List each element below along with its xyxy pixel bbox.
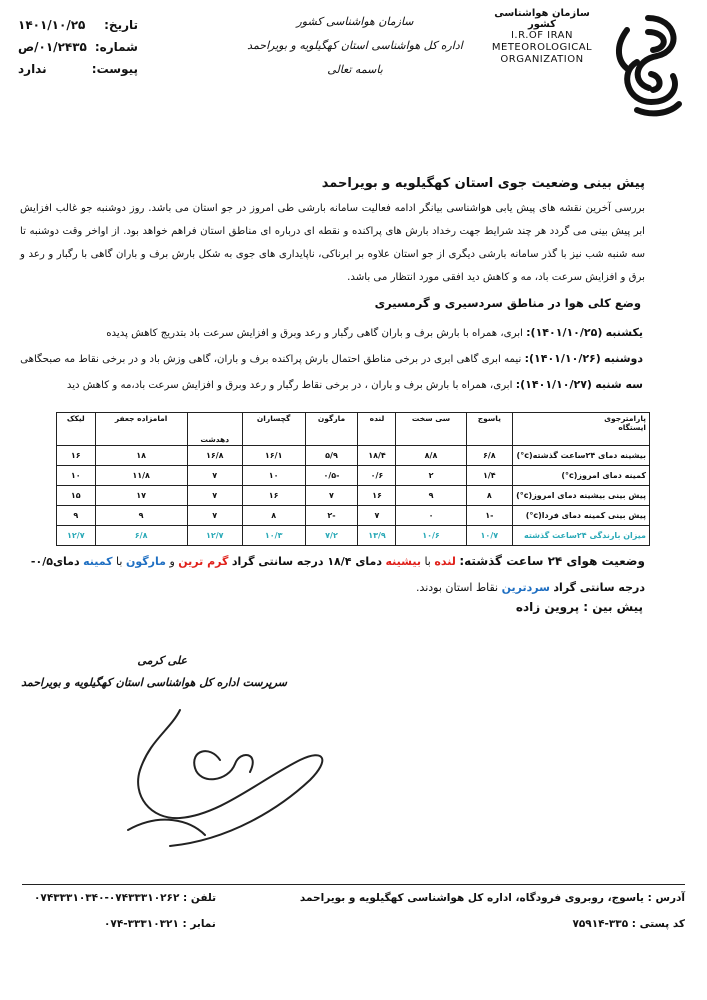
table-cell: ۱۶ [57, 446, 96, 466]
day-name: یکشنبه [605, 326, 643, 339]
table-cell: ۶/۸ [95, 526, 187, 546]
footer-fax [104, 918, 216, 930]
table-cell: ۰ [396, 506, 466, 526]
table-cell: ۷ [187, 466, 242, 486]
summary-text: نقاط استان بودند. [415, 581, 499, 594]
row-label: کمینه دمای امروز(c°) [513, 466, 650, 486]
footer-phone [34, 892, 216, 904]
coldest-station: مارگون [125, 555, 166, 568]
table-cell: ۱۶ [358, 486, 396, 506]
day-name: سه شنبه [595, 378, 643, 391]
table-cell: ۱۸ [95, 446, 187, 466]
day-text: نیمه ابری گاهی ابری در برخی مناطق احتمال بارش پراکنده برف و باران، گاهی وزش باد و در برخی نقاط مه صبحگاهی [20, 354, 522, 365]
table-cell: ۱۵ [57, 486, 96, 506]
day-forecast [24, 320, 643, 346]
table-cell: ۱۸/۴ [358, 446, 396, 466]
table-cell: ۷ [187, 486, 242, 506]
phone-label: تلفن : [183, 892, 217, 904]
coldest-label: سردترین [501, 581, 550, 594]
org-logo [483, 8, 693, 126]
past-24h-summary [30, 548, 645, 601]
signer-name: علی کرمی [137, 654, 187, 667]
table-cell: -۲ [305, 506, 358, 526]
table-cell: -۰/۵ [305, 466, 358, 486]
center-invocation: باسمه تعالی [327, 63, 383, 76]
date-label: تاریخ: [104, 18, 138, 32]
table-cell: ۱۰/۶ [396, 526, 466, 546]
summary-text: با [116, 555, 123, 568]
day-text: ابری، همراه با بارش برف و باران ، در برخی نقاط رگبار و رعد وبرق و افزایش سرعت باد،مه و کاهش دید [66, 380, 513, 391]
row-label: پیش بینی بیشینه دمای امروز(c°) [513, 486, 650, 506]
day-forecast [24, 372, 643, 398]
footer-postal [572, 918, 685, 930]
section-subtitle: وضع کلی هوا در مناطق سردسیری و گرمسیری [374, 296, 641, 310]
table-cell: ۰/۶ [358, 466, 396, 486]
attachment-value: ندارد [18, 62, 47, 76]
table-cell: ۱۲/۷ [187, 526, 242, 546]
param-header: پارامترجوی [604, 414, 646, 423]
signer-block [21, 650, 287, 694]
forecaster-name: پیش بین : پروین زاده [515, 600, 643, 614]
address-label: آدرس : [647, 892, 685, 904]
table-cell: ۸ [466, 486, 513, 506]
station-header-cell: لیکک [57, 413, 96, 446]
table-cell: ۷/۲ [305, 526, 358, 546]
attachment-label: پیوست: [91, 62, 138, 76]
fax-label: نمابر : [182, 918, 216, 930]
date-value: ۱۴۰۱/۱۰/۲۵ [18, 18, 86, 32]
hottest-label: گرم ترین [178, 555, 229, 568]
letter-meta [18, 14, 138, 80]
row-label: بیشینه دمای ۲۴ساعت گذشته(c°) [513, 446, 650, 466]
logo-org-name-fa: سازمان هواشناسی کشور [494, 8, 590, 30]
number-label: شماره: [94, 40, 138, 54]
table-row [57, 446, 650, 466]
table-cell: ۸ [242, 506, 305, 526]
logo-org-name-en-3: ORGANIZATION [500, 54, 584, 65]
summary-text: و [169, 555, 175, 568]
fax-value: ۰۷۴-۳۳۳۱۰۳۲۱ [104, 918, 179, 930]
center-org-name: سازمان هواشناسی کشور [296, 15, 414, 28]
postal-label: کد پستی : [631, 918, 685, 930]
logo-org-name-en-2: METEOROLOGICAL [491, 42, 593, 53]
station-header: ایستگاه [618, 423, 646, 432]
table-cell: ۱۶/۸ [187, 446, 242, 466]
station-header-cell: لنده [358, 413, 396, 446]
footer-divider [22, 884, 685, 885]
table-cell: ۲ [396, 466, 466, 486]
day-name: دوشنبه [604, 352, 643, 365]
handwritten-signature [110, 700, 340, 850]
day-text: ابری، همراه با بارش برف و باران گاهی رگبار و رعد وبرق و افزایش سرعت باد بتدریج کاهش پدیده [106, 328, 523, 339]
station-header-cell: امامزاده جعفر [95, 413, 187, 446]
table-header-row [57, 413, 650, 446]
day-date: (۱۴۰۱/۱۰/۲۷): [515, 378, 592, 391]
table-row [57, 486, 650, 506]
hottest-station: لنده [434, 555, 456, 568]
table-body [57, 446, 650, 546]
table-cell: ۱۱/۸ [95, 466, 187, 486]
summary-lead: وضعیت هوای ۲۴ ساعت گذشته: [459, 554, 645, 568]
station-header-cell: دهدشت [187, 413, 242, 446]
table-cell: ۱۶ [242, 486, 305, 506]
table-cell: ۱۰/۷ [466, 526, 513, 546]
station-header-cell: گچساران [242, 413, 305, 446]
table-cell: ۱۰/۳ [242, 526, 305, 546]
min-label: کمینه [83, 555, 113, 568]
logo-org-name-en-1: I.R.OF IRAN [510, 30, 573, 41]
table-cell: -۱ [466, 506, 513, 526]
table-cell: ۷ [358, 506, 396, 526]
table-cell: ۱۳/۹ [358, 526, 396, 546]
table-corner-header [513, 413, 650, 446]
center-dept-name: اداره کل هواشناسی استان کهگیلویه و بویراحمد [247, 39, 463, 52]
table-row [57, 466, 650, 486]
footer-address [300, 892, 685, 904]
signer-title: سرپرست اداره کل هواشناسی استان کهگیلویه و بویراحمد [21, 676, 287, 689]
table-cell: ۱/۴ [466, 466, 513, 486]
table-cell: ۱۶/۱ [242, 446, 305, 466]
table-cell: ۱۷ [95, 486, 187, 506]
number-value: ۰۱/۲۴۳۵/ص [18, 40, 87, 54]
table-row [57, 506, 650, 526]
table-cell: ۷ [187, 506, 242, 526]
summary-text: دمای ۱۸/۴ درجه سانتی گراد [231, 555, 382, 568]
table-cell: ۱۰ [242, 466, 305, 486]
station-header-cell: یاسوج [466, 413, 513, 446]
table-cell: ۸/۸ [396, 446, 466, 466]
table-row [57, 526, 650, 546]
day-forecast [20, 346, 643, 372]
station-header-cell: سی سخت [396, 413, 466, 446]
table-cell: ۹ [57, 506, 96, 526]
address-text: یاسوج، روبروی فرودگاه، اداره کل هواشناسی کهگیلویه و بویراحمد [299, 892, 644, 904]
summary-text: با [424, 555, 431, 568]
page-title: پیش بینی وضعیت جوی استان کهگیلویه و بویراحمد [321, 176, 645, 191]
letterhead-center [240, 10, 470, 82]
intro-paragraph: بررسی آخرین نقشه های پیش یابی هواشناسی بیانگر ادامه فعالیت سامانه بارشی طی امروز در جو استان می باشد. روز دوشنبه جو غالب افزایش ابر پیش بینی می گردد هر چند شرایط جهت رخداد بارش های پراکنده و نقطه ای درباره ای مناطق استان فراهم خواهد بود. از اواخر وقت دوشنبه تا سه شنبه شب نیز با گذر سامانه بارشی دیگری از جو استان علاوه بر ابرناکی، ناپایداری های جوی به شکل بارش برف و باران گاهی با رگبار و رعد و برق و افزایش سرعت باد، مه و کاهش دید افقی مورد انتظار می باشد. [20, 203, 645, 283]
postal-value: ۷۵۹۱۴-۳۳۵ [572, 918, 629, 930]
daily-forecast-list [20, 320, 643, 398]
table-cell: ۵/۹ [305, 446, 358, 466]
day-date: (۱۴۰۱/۱۰/۲۶): [524, 352, 601, 365]
summary-text: دمای۰/۵- درجه سانتی گراد [30, 555, 645, 594]
table-cell: ۷ [305, 486, 358, 506]
weather-table [56, 412, 650, 546]
table-cell: ۶/۸ [466, 446, 513, 466]
table-cell: ۱۲/۷ [57, 526, 96, 546]
row-label: میزان بارندگی ۲۴ساعت گذشته [513, 526, 650, 546]
row-label: پیش بینی کمینه دمای فردا(c°) [513, 506, 650, 526]
table-cell: ۹ [396, 486, 466, 506]
station-header-cell: مارگون [305, 413, 358, 446]
meteorology-emblem-icon [607, 10, 689, 122]
phone-value: ۰۷۴۳۳۳۱۰۳۴۰-۰۷۴۳۳۳۱۰۲۶۲ [34, 892, 180, 904]
max-label: بیشینه [385, 555, 421, 568]
table-cell: ۹ [95, 506, 187, 526]
table-cell: ۱۰ [57, 466, 96, 486]
day-date: (۱۴۰۱/۱۰/۲۵): [526, 326, 603, 339]
